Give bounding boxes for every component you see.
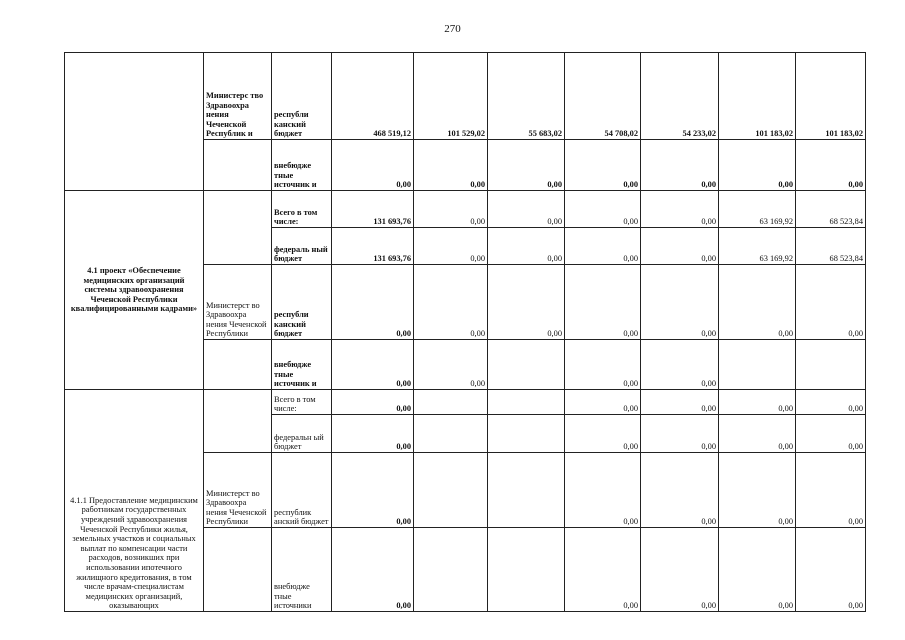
value-cell: 63 169,92 [719, 191, 796, 228]
table-row [65, 53, 866, 140]
value-cell: 0,00 [641, 191, 719, 228]
responsible-org: Министерс тво Здравоохра нения Чеченской Республик и [204, 53, 272, 140]
value-cell: 0,00 [719, 528, 796, 612]
budget-table [64, 52, 866, 612]
funding-source: внебюдже тные источник и [272, 340, 332, 390]
project-name: 4.1 проект «Обеспечение медицинских организаций системы здравоохранения Чеченской Республики квалифицированными кадрами» [65, 191, 204, 390]
value-cell: 0,00 [719, 265, 796, 340]
value-cell: 0,00 [565, 265, 641, 340]
value-total: 131 693,76 [332, 228, 414, 265]
value-total: 131 693,76 [332, 191, 414, 228]
value-cell: 54 233,02 [641, 53, 719, 140]
funding-source: Всего в том числе: [272, 191, 332, 228]
value-cell: 0,00 [565, 453, 641, 528]
value-cell [414, 453, 488, 528]
funding-source: Всего в том числе: [272, 390, 332, 415]
value-cell [488, 528, 565, 612]
value-cell: 0,00 [641, 528, 719, 612]
value-total: 0,00 [332, 140, 414, 191]
value-cell: 101 183,02 [796, 53, 866, 140]
funding-source: федеральн ый бюджет [272, 415, 332, 453]
value-cell: 0,00 [641, 228, 719, 265]
value-cell: 0,00 [565, 340, 641, 390]
value-cell: 0,00 [719, 140, 796, 191]
value-cell: 0,00 [565, 140, 641, 191]
value-cell [719, 340, 796, 390]
value-cell: 0,00 [719, 390, 796, 415]
empty-cell [204, 390, 272, 453]
value-cell: 63 169,92 [719, 228, 796, 265]
empty-cell [204, 140, 272, 191]
funding-source: республи канский бюджет [272, 265, 332, 340]
empty-cell [204, 191, 272, 265]
value-cell: 0,00 [641, 453, 719, 528]
value-cell: 0,00 [641, 140, 719, 191]
value-cell: 0,00 [565, 390, 641, 415]
funding-source: внебюдже тные источники [272, 528, 332, 612]
value-cell: 0,00 [488, 191, 565, 228]
value-cell: 68 523,84 [796, 191, 866, 228]
value-cell: 101 529,02 [414, 53, 488, 140]
value-cell: 0,00 [796, 390, 866, 415]
value-cell: 0,00 [414, 140, 488, 191]
value-cell: 0,00 [796, 140, 866, 191]
value-cell [796, 340, 866, 390]
value-cell [488, 390, 565, 415]
value-cell: 0,00 [414, 228, 488, 265]
value-cell: 55 683,02 [488, 53, 565, 140]
value-cell: 0,00 [414, 265, 488, 340]
value-cell: 0,00 [796, 453, 866, 528]
value-total: 0,00 [332, 453, 414, 528]
activity-name: 4.1.1 Предоставление медицинским работникам государственных учреждений здравоохранения Чеченской Республики жилья, земельных участков и социальных выплат по компенсации части расходов, возникших при использовании ипотечного жилищного кредитования, в том числе врачам-специалистам медицинских организаций, оказывающих [65, 390, 204, 612]
value-cell: 0,00 [414, 191, 488, 228]
value-cell [488, 340, 565, 390]
value-cell [414, 390, 488, 415]
funding-source: республик анский бюджет [272, 453, 332, 528]
value-total: 0,00 [332, 340, 414, 390]
page-number: 270 [444, 23, 461, 35]
value-cell [414, 415, 488, 453]
table-row [65, 191, 866, 228]
value-cell: 68 523,84 [796, 228, 866, 265]
value-total: 468 519,12 [332, 53, 414, 140]
empty-cell [65, 53, 204, 191]
table-row [65, 390, 866, 415]
funding-source: внебюдже тные источник и [272, 140, 332, 191]
value-cell [488, 415, 565, 453]
value-cell: 0,00 [414, 340, 488, 390]
value-cell: 0,00 [565, 228, 641, 265]
value-cell: 0,00 [641, 415, 719, 453]
value-cell: 101 183,02 [719, 53, 796, 140]
value-cell: 0,00 [488, 265, 565, 340]
funding-source: республи канский бюджет [272, 53, 332, 140]
value-cell [488, 453, 565, 528]
value-cell: 54 708,02 [565, 53, 641, 140]
responsible-org: Министерст во Здравоохра нения Чеченской Республики [204, 265, 272, 340]
value-cell: 0,00 [565, 415, 641, 453]
value-cell: 0,00 [796, 415, 866, 453]
value-cell: 0,00 [796, 528, 866, 612]
value-cell [414, 528, 488, 612]
value-total: 0,00 [332, 528, 414, 612]
value-total: 0,00 [332, 265, 414, 340]
empty-cell [204, 340, 272, 390]
value-cell: 0,00 [641, 265, 719, 340]
value-cell: 0,00 [641, 390, 719, 415]
value-cell: 0,00 [796, 265, 866, 340]
value-cell: 0,00 [565, 191, 641, 228]
value-cell: 0,00 [719, 453, 796, 528]
value-cell: 0,00 [641, 340, 719, 390]
funding-source: федераль ный бюджет [272, 228, 332, 265]
value-cell: 0,00 [488, 228, 565, 265]
value-cell: 0,00 [488, 140, 565, 191]
responsible-org: Министерст во Здравоохра нения Чеченской Республики [204, 453, 272, 528]
value-cell: 0,00 [565, 528, 641, 612]
value-total: 0,00 [332, 390, 414, 415]
value-total: 0,00 [332, 415, 414, 453]
empty-cell [204, 528, 272, 612]
value-cell: 0,00 [719, 415, 796, 453]
